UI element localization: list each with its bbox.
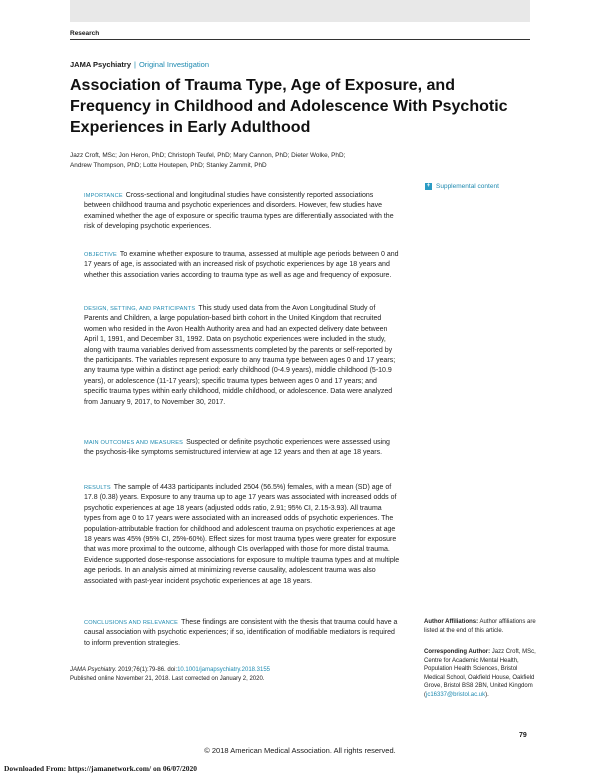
doi-link[interactable]: 10.1001/jamapsychiatry.2018.3155	[177, 667, 271, 673]
citation-journal: JAMA Psychiatry.	[70, 667, 117, 673]
abstract-objective	[84, 250, 400, 281]
published-line: Published online November 21, 2018. Last corrected on January 2, 2020.	[70, 676, 265, 682]
article-title: Association of Trauma Type, Age of Exposure, and Frequency in Childhood and Adolescence With Psychotic Experiences in Early Adulthood	[70, 77, 508, 136]
corresponding-author	[424, 648, 536, 700]
separator: |	[134, 60, 136, 69]
abstract-results	[84, 483, 400, 587]
author-affiliations	[424, 618, 536, 635]
email-link[interactable]: jc16337@bristol.ac.uk	[426, 691, 486, 698]
corresponding-label: Corresponding Author:	[424, 649, 491, 655]
abstract-text: Cross-sectional and longitudinal studies have consistently reported associations between childhood trauma and psychotic experiences and disorders. However, few studies have examined whether the age of exposure or specific trauma types are differentially associated with the risk of developing psychotic experiences.	[84, 192, 394, 231]
author-line: Jazz Croft, MSc; Jon Heron, PhD; Christoph Teufel, PhD; Mary Cannon, PhD; Dieter Wolke, PhD;	[70, 152, 346, 159]
abstract-design	[84, 304, 400, 408]
page-number: 79	[519, 732, 527, 739]
abstract-heading: RESULTS	[84, 485, 111, 491]
article-type: Original Investigation	[138, 60, 209, 69]
abstract-outcomes	[84, 438, 400, 459]
abstract-text: To examine whether exposure to trauma, assessed at multiple age periods between 0 and 17 years of age, is associated with an increased risk of psychotic experiences by age 18 years and whether this association varies according to trauma type as well as age and frequency of exposure.	[84, 251, 399, 279]
journal-line	[70, 60, 209, 69]
abstract-importance	[84, 191, 400, 233]
abstract-heading: IMPORTANCE	[84, 193, 123, 199]
abstract-heading: CONCLUSIONS AND RELEVANCE	[84, 620, 179, 626]
author-line: Andrew Thompson, PhD; Lotte Houtepen, PhD; Stanley Zammit, PhD	[70, 161, 267, 169]
citation	[70, 666, 390, 684]
corresponding-text: Jazz Croft, MSc, Centre for Academic Mental Health, Population Health Sciences, Bristol Medical School, Oakfield House, Oakfield Grove, Bristol BS8 2BN, United Kingdom (	[424, 649, 536, 698]
journal-name: JAMA Psychiatry	[70, 60, 131, 69]
abstract-text: These findings are consistent with the thesis that trauma could have a causal association with psychotic experiences; if so, identification of modifiable mediators is required to inform prevention strategies.	[84, 619, 398, 647]
abstract-text: This study used data from the Avon Longitudinal Study of Parents and Children, a large population-based birth cohort in the United Kingdom that recruited women who resided in the Avon Health Authority area and had an expected delivery date between April 1, 1991, and December 31, 1992. Data on psychotic experiences were included in the study, along with trauma variables derived from assessments completed by the parents or self-reported by the participants. The variables represent exposure to any trauma type between ages 0 and 17 years; any trauma type within a distinct age period: early childhood (0-4.9 years), middle childhood (5-10.9 years), or adolescence (11-17 years); specific trauma types between ages 0 and 17 years; and specific trauma types within early childhood, middle childhood, or adolescence. Data were analyzed from January 9, 2017, to November 30, 2017.	[84, 305, 396, 406]
citation-details: 2019;76(1):79-86. doi:	[118, 667, 178, 673]
abstract-heading: MAIN OUTCOMES AND MEASURES	[84, 440, 184, 446]
citation-line	[70, 666, 390, 675]
divider	[70, 39, 530, 40]
download-stamp: Downloaded From: https://jamanetwork.com/ on 06/07/2020	[4, 764, 197, 773]
affiliations-text: Author affiliations are listed at the end of this article.	[424, 619, 536, 634]
header-band	[70, 0, 530, 22]
corresponding-end: ).	[485, 691, 489, 698]
abstract-text: Suspected or definite psychotic experiences were assessed using the psychosis-like symptoms semistructured interview at age 12 years and then at age 18 years.	[84, 439, 390, 457]
supplemental-label: Supplemental content	[436, 183, 499, 190]
abstract-text: The sample of 4433 participants included 2504 (56.5%) females, with a mean (SD) age of 17.8 (0.38) years. Exposure to any trauma up to age 17 years was associated with increased odds of psychotic experiences at age 18 years (adjusted odds ratio, 2.91; 95% CI, 2.15-3.93). All trauma types from age 0 to 17 years were associated with an increased odds of psychotic experiences. The population-attributable fraction for childhood and adolescent trauma on psychotic experiences at age 18 years was 45% (95% CI, 25%-60%). Effect sizes for most trauma types were greater for exposure that was more proximal to the outcome, although CIs overlapped with those for more distal trauma. Evidence supported dose-response associations for exposure to multiple trauma types and at multiple age periods. In an analysis aimed at minimizing reverse causality, adolescent trauma was also associated with past-year incident psychotic experiences at age 18 years.	[84, 484, 400, 585]
author-list	[70, 151, 390, 170]
section-label: Research	[70, 30, 100, 37]
abstract-heading: OBJECTIVE	[84, 252, 117, 258]
plus-icon: +	[426, 183, 431, 189]
abstract-conclusions	[84, 618, 400, 649]
abstract-heading: DESIGN, SETTING, AND PARTICIPANTS	[84, 306, 196, 312]
affiliations-label: Author Affiliations:	[424, 619, 479, 625]
supplemental-content-link[interactable]	[425, 183, 499, 190]
copyright: © 2018 American Medical Association. All rights reserved.	[204, 746, 396, 755]
